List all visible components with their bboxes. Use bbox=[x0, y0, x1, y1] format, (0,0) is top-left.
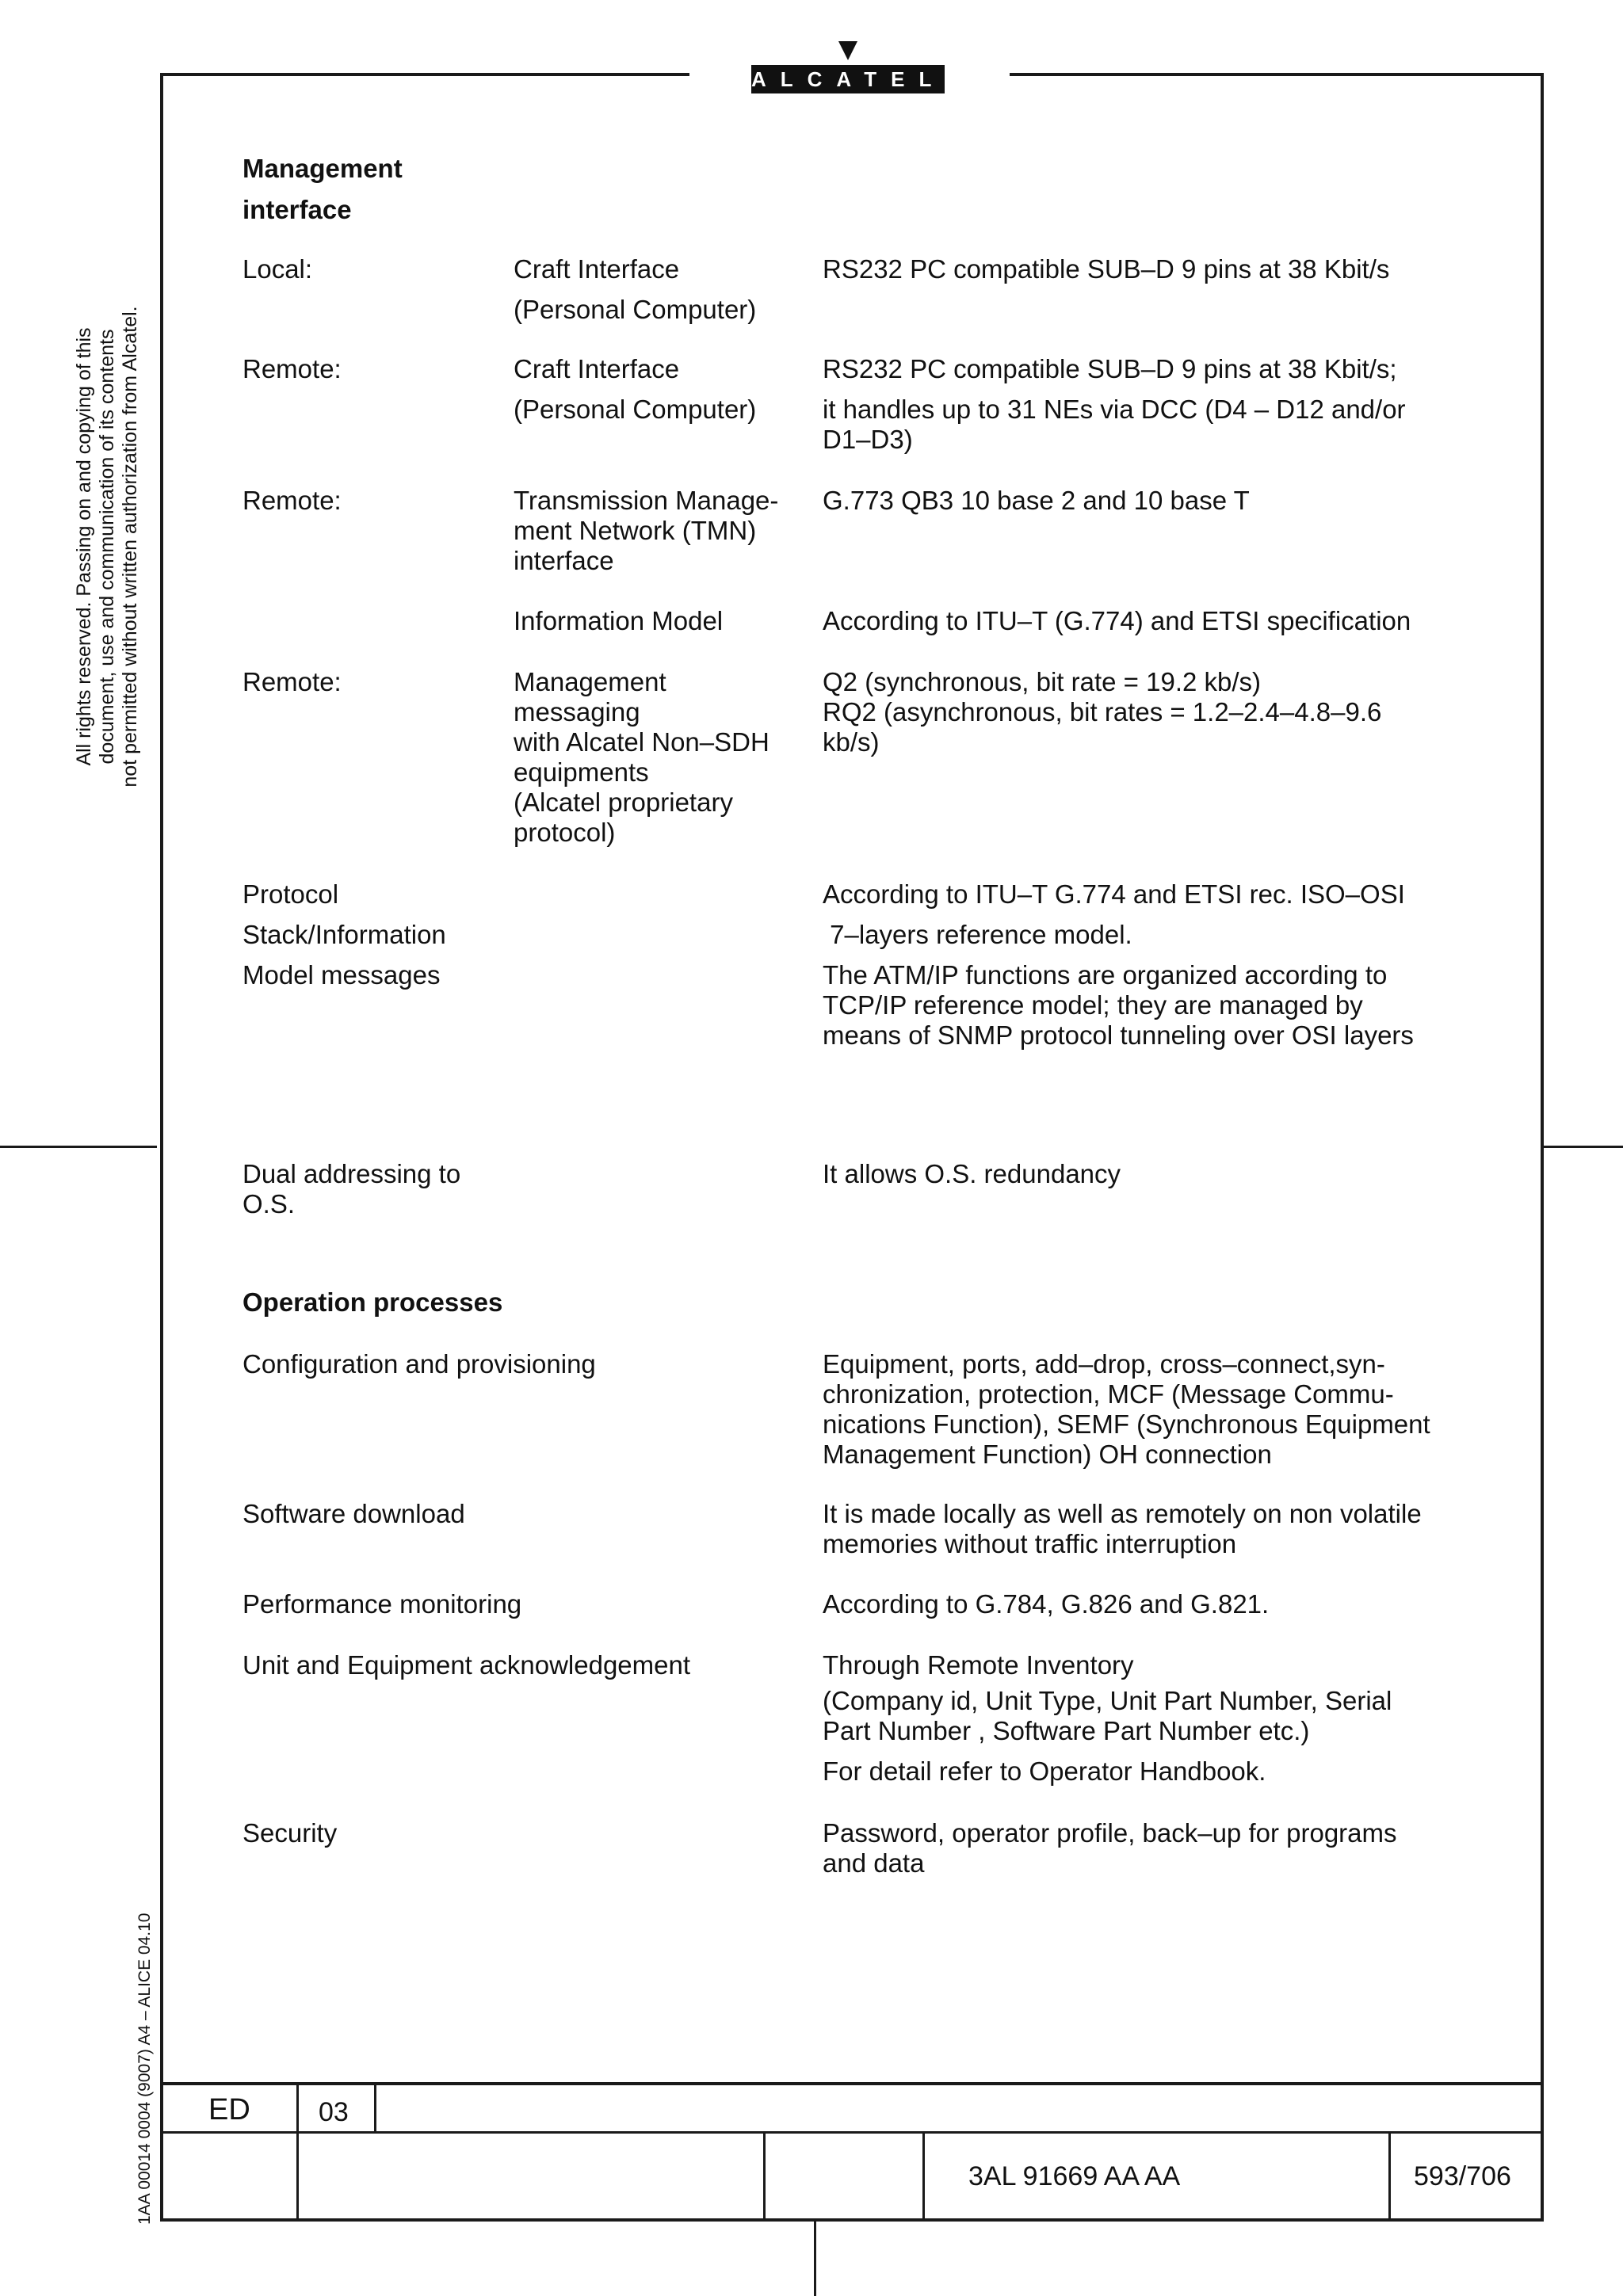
remote3-desc-2: RQ2 (asynchronous, bit rates = 1.2–2.4–4.8–9.6 bbox=[823, 697, 1382, 727]
config-desc-1: Equipment, ports, add–drop, cross–connect,syn- bbox=[823, 1349, 1385, 1379]
remote3-iface-5: (Alcatel proprietary bbox=[514, 788, 733, 817]
perf-desc: According to G.784, G.826 and G.821. bbox=[823, 1589, 1270, 1619]
security-label: Security bbox=[242, 1818, 338, 1848]
footer-bottom-line bbox=[160, 2218, 1544, 2222]
software-label: Software download bbox=[242, 1499, 465, 1528]
frame-top-right bbox=[1010, 73, 1544, 76]
dual-label-2: O.S. bbox=[242, 1189, 296, 1219]
remote1-iface-1: Craft Interface bbox=[514, 354, 680, 383]
software-desc-1: It is made locally as well as remotely on non volatile bbox=[823, 1499, 1422, 1528]
protocol-label-1: Protocol bbox=[242, 879, 339, 909]
local-label: Local: bbox=[242, 254, 313, 284]
edition-value: 03 bbox=[319, 2097, 349, 2127]
info-model-label: Information Model bbox=[514, 606, 724, 635]
management-heading-1: Management bbox=[242, 154, 403, 183]
security-desc-2: and data bbox=[823, 1848, 925, 1878]
footer-div-4 bbox=[922, 2131, 925, 2222]
remote3-label: Remote: bbox=[242, 667, 342, 696]
remote3-iface-3: with Alcatel Non–SDH bbox=[514, 727, 769, 757]
local-desc: RS232 PC compatible SUB–D 9 pins at 38 Kbit/s bbox=[823, 254, 1390, 284]
remote3-desc-1: Q2 (synchronous, bit rate = 19.2 kb/s) bbox=[823, 667, 1262, 696]
remote1-desc-3: D1–D3) bbox=[823, 425, 913, 454]
remote3-iface-6: protocol) bbox=[514, 818, 616, 847]
remote1-iface-2: (Personal Computer) bbox=[514, 395, 757, 424]
config-desc-4: Management Function) OH connection bbox=[823, 1440, 1272, 1469]
footer-div-5 bbox=[1388, 2131, 1391, 2222]
footer-div-3 bbox=[763, 2131, 766, 2222]
footer-div-1 bbox=[296, 2082, 299, 2222]
protocol-label-2: Stack/Information bbox=[242, 920, 446, 949]
protocol-desc-1: According to ITU–T G.774 and ETSI rec. ISO–OSI bbox=[823, 879, 1405, 909]
protocol-desc-2: 7–layers reference model. bbox=[823, 920, 1132, 949]
logo-triangle-icon bbox=[838, 41, 857, 60]
remote2-label: Remote: bbox=[242, 486, 342, 515]
software-desc-2: memories without traffic interruption bbox=[823, 1529, 1237, 1558]
form-code: 1AA 00014 0004 (9007) A4 – ALICE 04.10 bbox=[136, 1913, 154, 2225]
config-desc-2: chronization, protection, MCF (Message Commu- bbox=[823, 1379, 1394, 1409]
unit-desc-4: For detail refer to Operator Handbook. bbox=[823, 1756, 1266, 1786]
local-iface-2: (Personal Computer) bbox=[514, 295, 757, 324]
remote3-iface-4: equipments bbox=[514, 757, 649, 787]
local-iface-1: Craft Interface bbox=[514, 254, 680, 284]
edition-label: ED bbox=[208, 2093, 250, 2126]
operation-heading: Operation processes bbox=[242, 1287, 503, 1317]
remote2-iface-1: Transmission Manage- bbox=[514, 486, 779, 515]
protocol-label-3: Model messages bbox=[242, 960, 441, 990]
dual-desc: It allows O.S. redundancy bbox=[823, 1159, 1121, 1188]
unit-desc-3: Part Number , Software Part Number etc.) bbox=[823, 1716, 1310, 1745]
footer-mid-line bbox=[160, 2131, 1544, 2134]
remote1-label: Remote: bbox=[242, 354, 342, 383]
perf-label: Performance monitoring bbox=[242, 1589, 522, 1619]
remote2-iface-3: interface bbox=[514, 546, 614, 575]
copyright-notice-line-3: not permitted without written authorization from Alcatel. bbox=[119, 306, 141, 788]
footer-top-line bbox=[160, 2082, 1544, 2085]
margin-mark-right bbox=[1544, 1146, 1623, 1148]
frame-left bbox=[160, 73, 163, 2222]
copyright-notice-line-2: document, use and communication of its contents bbox=[96, 329, 118, 765]
management-heading-2: interface bbox=[242, 195, 352, 224]
security-desc-1: Password, operator profile, back–up for programs bbox=[823, 1818, 1397, 1848]
footer-div-2 bbox=[374, 2082, 376, 2133]
remote3-iface-2: messaging bbox=[514, 697, 640, 727]
remote3-desc-3: kb/s) bbox=[823, 727, 880, 757]
remote1-desc-2: it handles up to 31 NEs via DCC (D4 – D12 and/or bbox=[823, 395, 1406, 424]
margin-mark-left bbox=[0, 1146, 157, 1148]
document-code: 3AL 91669 AA AA bbox=[968, 2161, 1181, 2191]
config-desc-3: nications Function), SEMF (Synchronous Equipment bbox=[823, 1409, 1430, 1439]
alcatel-logo: ALCATEL bbox=[751, 65, 945, 93]
footer-stem bbox=[814, 2222, 816, 2296]
remote2-desc: G.773 QB3 10 base 2 and 10 base T bbox=[823, 486, 1250, 515]
info-model-desc: According to ITU–T (G.774) and ETSI specification bbox=[823, 606, 1411, 635]
page-number: 593/706 bbox=[1414, 2161, 1511, 2191]
config-label: Configuration and provisioning bbox=[242, 1349, 596, 1379]
dual-label-1: Dual addressing to bbox=[242, 1159, 461, 1188]
protocol-desc-4: TCP/IP reference model; they are managed by bbox=[823, 990, 1363, 1020]
unit-desc-2: (Company id, Unit Type, Unit Part Number, Serial bbox=[823, 1686, 1392, 1715]
copyright-notice-line-1: All rights reserved. Passing on and copying of this bbox=[73, 327, 95, 766]
remote2-iface-2: ment Network (TMN) bbox=[514, 516, 757, 545]
remote3-iface-1: Management bbox=[514, 667, 666, 696]
protocol-desc-5: means of SNMP protocol tunneling over OSI layers bbox=[823, 1020, 1414, 1050]
unit-desc-1: Through Remote Inventory bbox=[823, 1650, 1134, 1680]
unit-label: Unit and Equipment acknowledgement bbox=[242, 1650, 691, 1680]
frame-top-left bbox=[160, 73, 689, 76]
protocol-desc-3: The ATM/IP functions are organized according to bbox=[823, 960, 1388, 990]
remote1-desc-1: RS232 PC compatible SUB–D 9 pins at 38 Kbit/s; bbox=[823, 354, 1397, 383]
